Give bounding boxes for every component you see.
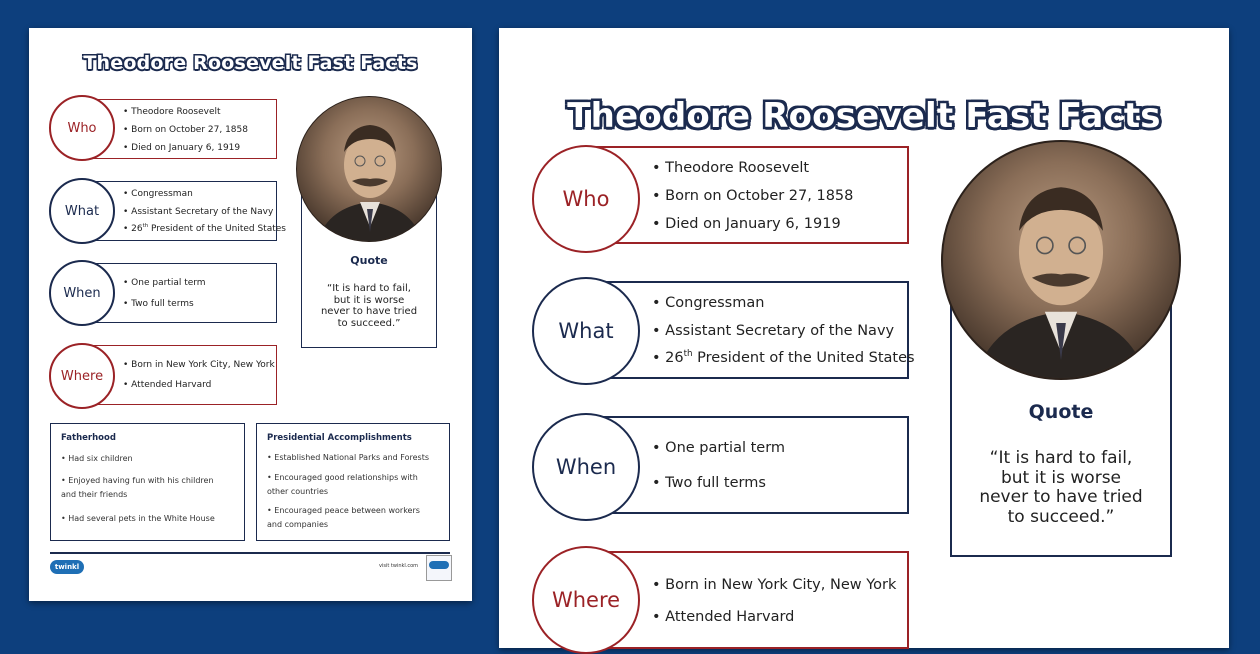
where-circle: Where bbox=[49, 343, 115, 409]
roosevelt-portrait bbox=[296, 96, 442, 242]
worksheet-title: Theodore Roosevelt Fast Facts bbox=[567, 96, 1161, 136]
quote-heading: Quote bbox=[350, 254, 388, 267]
where-item-1: • Born in New York City, New York bbox=[123, 360, 275, 370]
who-item-1: • Theodore Roosevelt bbox=[652, 160, 809, 176]
quote-text: “It is hard to fail, but it is worse never to have tried to succeed.” bbox=[979, 448, 1143, 527]
when-circle: When bbox=[49, 260, 115, 326]
accomplishments-item-3: • Encouraged peace between workers and companies bbox=[267, 504, 427, 531]
what-item-2: • Assistant Secretary of the Navy bbox=[652, 323, 894, 339]
when-item-1: • One partial term bbox=[123, 278, 206, 288]
what-item-3: • 26th President of the United States bbox=[123, 224, 286, 234]
fatherhood-heading: Fatherhood bbox=[61, 433, 116, 443]
quote-text: “It is hard to fail, but it is worse never to have tried to succeed.” bbox=[320, 283, 418, 329]
twinkl-badge-icon bbox=[426, 555, 452, 581]
what-circle: What bbox=[532, 277, 640, 385]
when-item-2: • Two full terms bbox=[123, 299, 194, 309]
fatherhood-item-2: • Enjoyed having fun with his children and their friends bbox=[61, 474, 221, 501]
what-circle: What bbox=[49, 178, 115, 244]
fatherhood-item-3: • Had several pets in the White House bbox=[61, 512, 236, 526]
who-item-3: • Died on January 6, 1919 bbox=[123, 143, 240, 153]
twinkl-logo: twinkl bbox=[50, 560, 84, 574]
who-item-1: • Theodore Roosevelt bbox=[123, 107, 221, 117]
accomplishments-item-1: • Established National Parks and Forests bbox=[267, 451, 447, 465]
who-circle: Who bbox=[49, 95, 115, 161]
worksheet-preview-small bbox=[29, 28, 472, 601]
accomplishments-heading: Presidential Accomplishments bbox=[267, 433, 412, 443]
who-item-2: • Born on October 27, 1858 bbox=[652, 188, 853, 204]
what-item-1: • Congressman bbox=[652, 295, 764, 311]
where-circle: Where bbox=[532, 546, 640, 654]
accomplishments-item-2: • Encouraged good relationships with other countries bbox=[267, 471, 427, 498]
where-item-2: • Attended Harvard bbox=[123, 380, 211, 390]
what-item-2: • Assistant Secretary of the Navy bbox=[123, 207, 273, 217]
worksheet-title: Theodore Roosevelt Fast Facts bbox=[83, 52, 418, 74]
what-item-3: • 26th President of the United States bbox=[652, 350, 915, 366]
quote-heading: Quote bbox=[1028, 401, 1094, 423]
who-circle: Who bbox=[532, 145, 640, 253]
accomplishments-box bbox=[256, 423, 450, 541]
footer-url: visit twinkl.com bbox=[379, 563, 419, 569]
when-item-2: • Two full terms bbox=[652, 475, 766, 491]
roosevelt-portrait bbox=[941, 140, 1181, 380]
who-item-3: • Died on January 6, 1919 bbox=[652, 216, 841, 232]
what-item-1: • Congressman bbox=[123, 189, 193, 199]
when-item-1: • One partial term bbox=[652, 440, 785, 456]
fatherhood-box bbox=[50, 423, 245, 541]
when-circle: When bbox=[532, 413, 640, 521]
footer-divider bbox=[50, 552, 450, 554]
worksheet-preview-large bbox=[499, 28, 1229, 648]
where-item-1: • Born in New York City, New York bbox=[652, 577, 896, 593]
who-item-2: • Born on October 27, 1858 bbox=[123, 125, 248, 135]
where-item-2: • Attended Harvard bbox=[652, 609, 794, 625]
fatherhood-item-1: • Had six children bbox=[61, 452, 231, 466]
